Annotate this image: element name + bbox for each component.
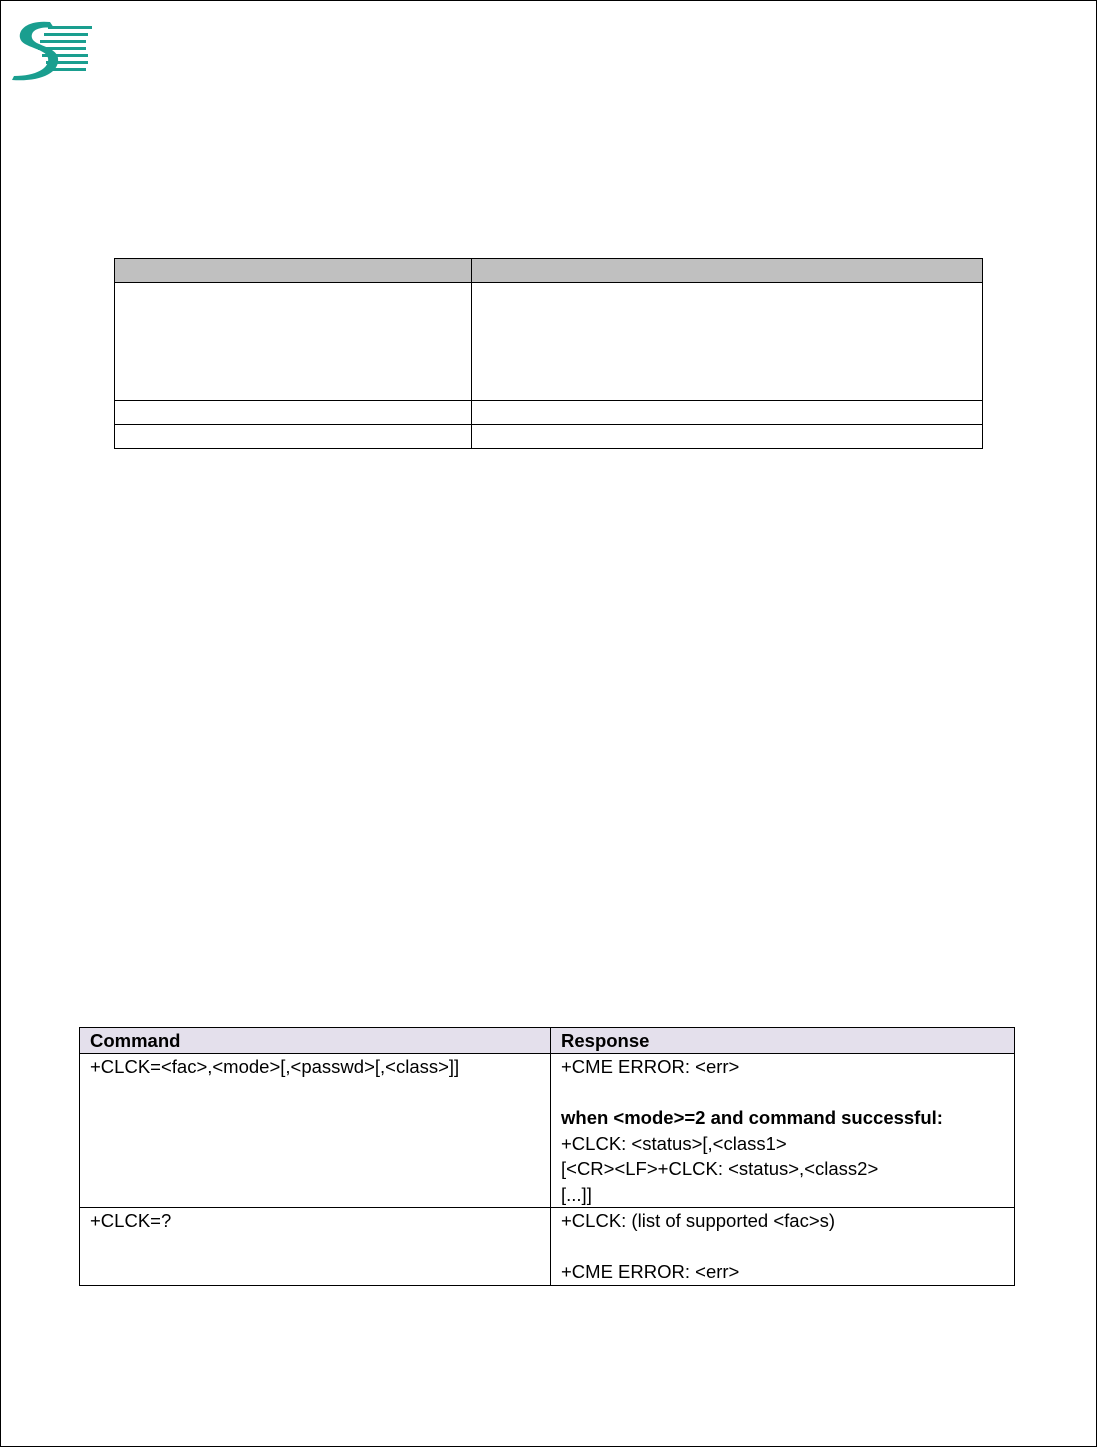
response-condition: when <mode>=2 and command successful:: [561, 1107, 943, 1128]
table-cell: [472, 425, 983, 449]
response-line: +CME ERROR: <err>: [561, 1056, 740, 1077]
table-row: [115, 425, 983, 449]
table-row: [80, 1208, 1015, 1286]
response-line: +CLCK: <status>[,<class1>: [561, 1132, 787, 1154]
command-cell: [80, 1054, 551, 1208]
response-cell: [551, 1208, 1015, 1286]
table-cell: [115, 425, 472, 449]
response-column-header: Response: [551, 1028, 1015, 1054]
command-cell: [80, 1208, 551, 1286]
table-row: [80, 1054, 1015, 1208]
table-cell: [472, 401, 983, 425]
response-line: +CME ERROR: <err>: [561, 1261, 740, 1282]
response-line: +CLCK: (list of supported <fac>s): [561, 1210, 836, 1231]
response-cell: [551, 1054, 1015, 1208]
blank-line: [561, 1080, 1004, 1106]
parameter-table-header: [115, 259, 983, 283]
command-text: +CLCK=<fac>,<mode>[,<passwd>[,<class>]]: [90, 1056, 460, 1077]
table-row: [115, 401, 983, 425]
table-cell: [115, 401, 472, 425]
company-logo-icon: [8, 18, 94, 84]
table-cell: [115, 283, 472, 401]
command-text: +CLCK=?: [90, 1210, 172, 1231]
command-response-table: [79, 1027, 1015, 1286]
command-table-header: [80, 1028, 1015, 1054]
parameter-table-header-cell: [115, 259, 472, 283]
parameter-table-header-cell: [472, 259, 983, 283]
command-column-header: Command: [80, 1028, 551, 1054]
blank-line: [561, 1234, 1004, 1260]
parameter-table: [114, 258, 983, 449]
response-line: [<CR><LF>+CLCK: <status>,<class2>: [561, 1158, 879, 1179]
table-cell: [472, 283, 983, 401]
response-line: [...]]: [561, 1183, 592, 1205]
table-row: [115, 283, 983, 401]
